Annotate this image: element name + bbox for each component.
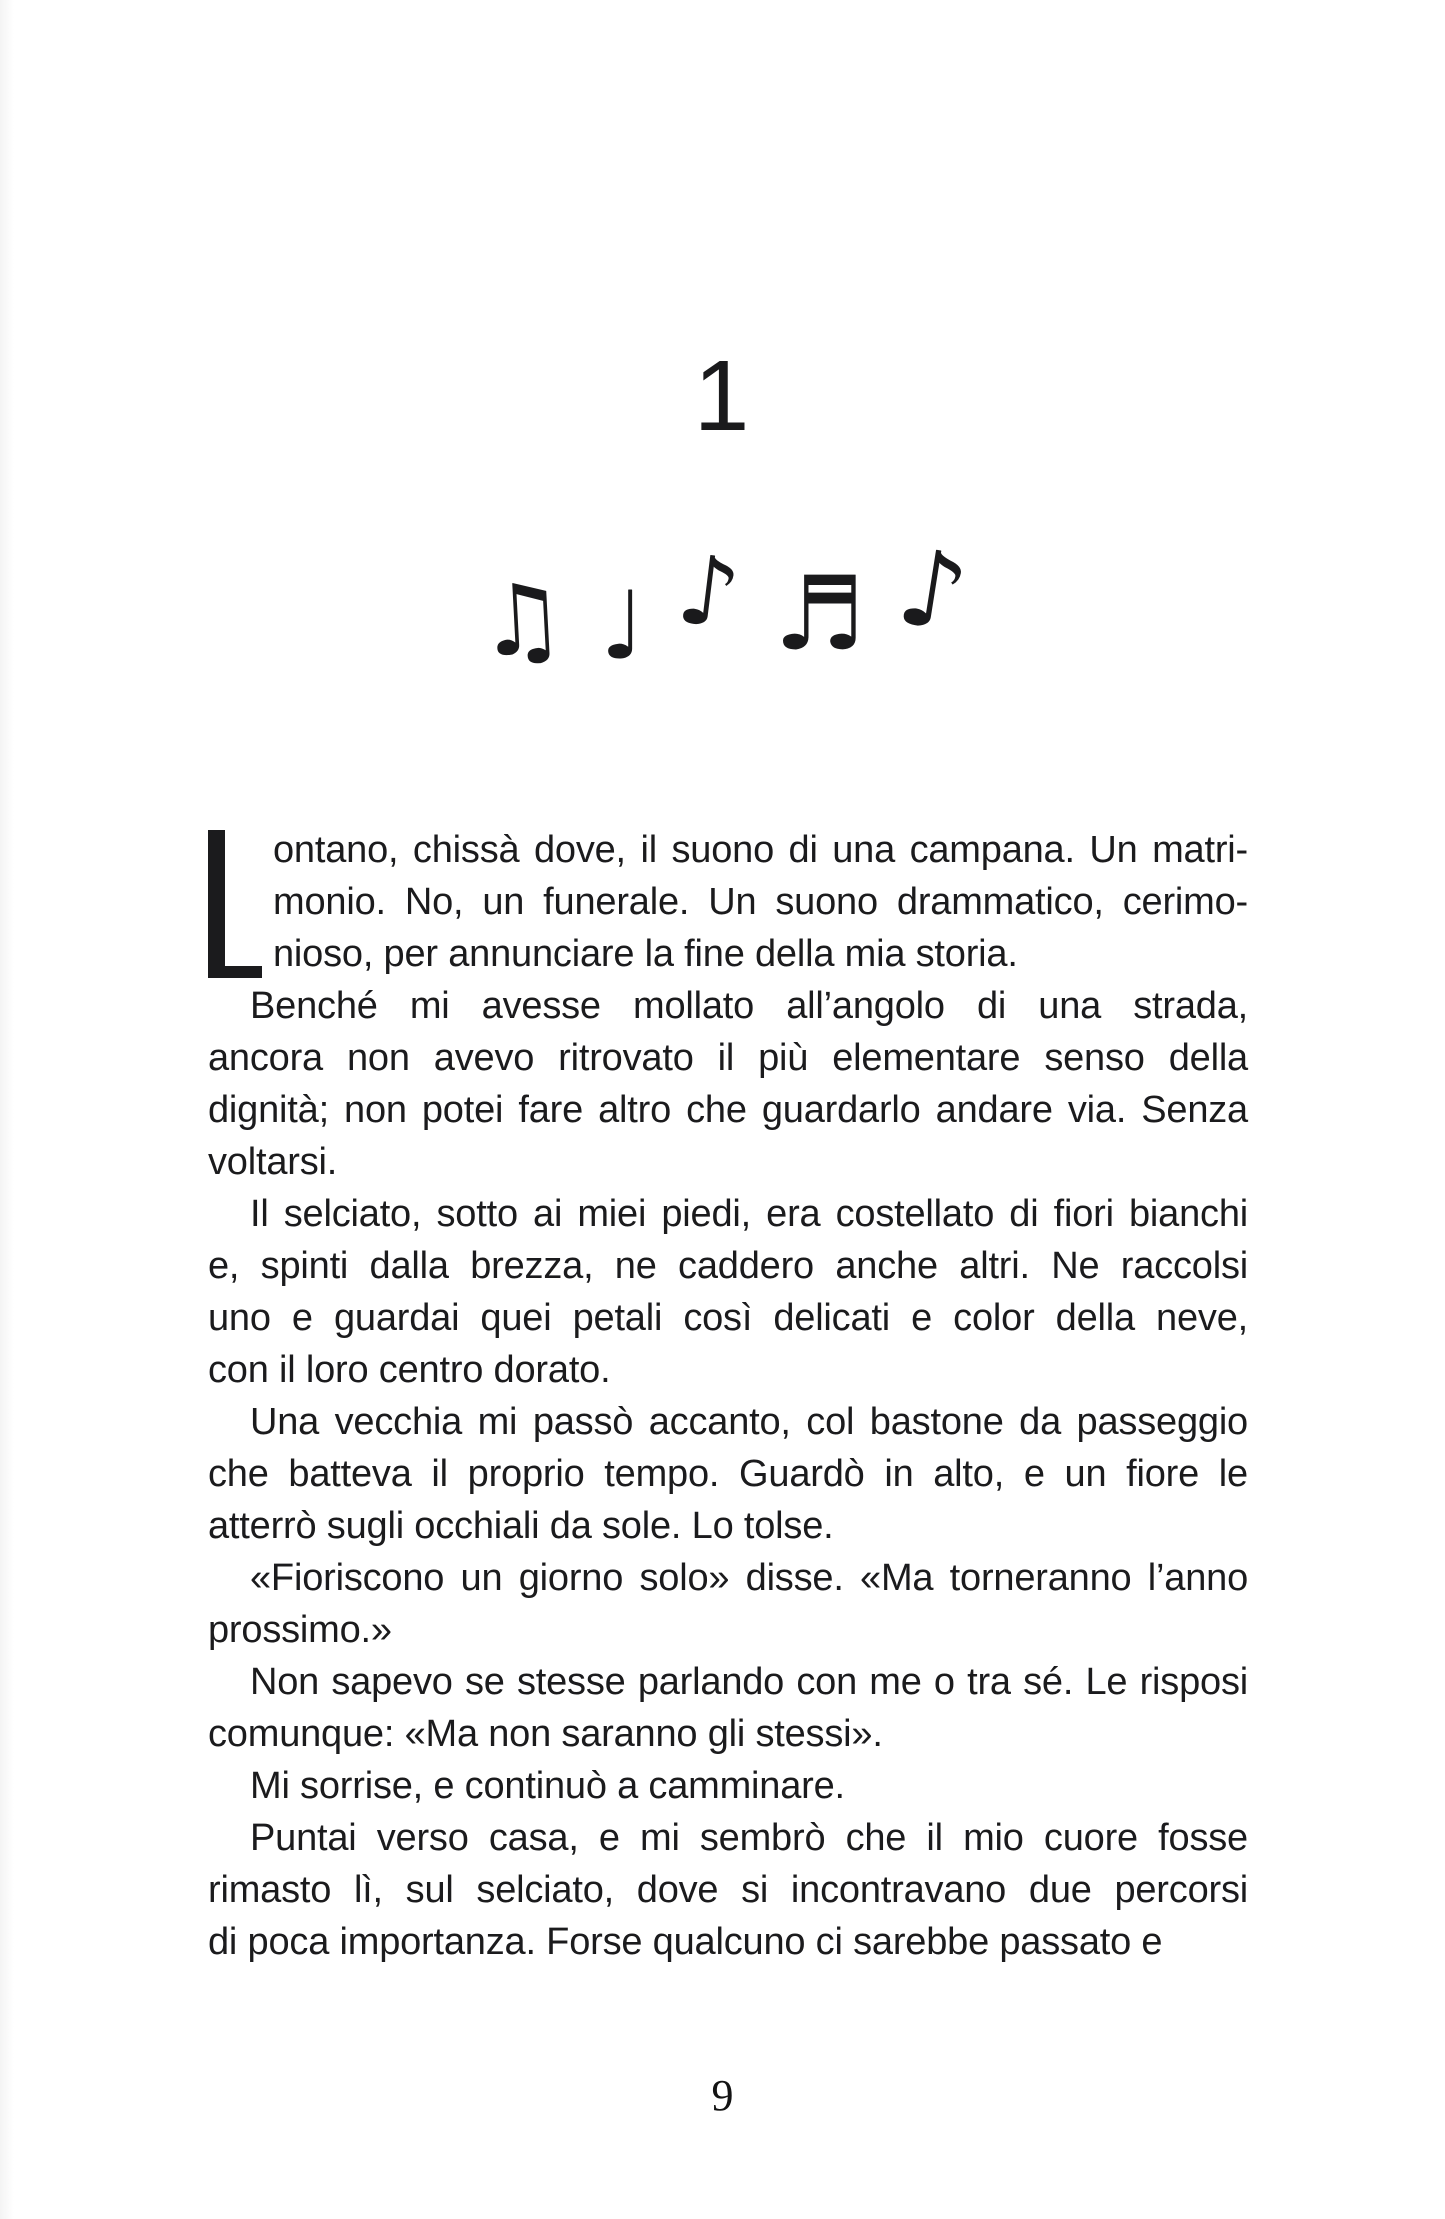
text-line: Una vecchia mi passò accanto, col bastone da passeggio	[250, 1401, 1248, 1443]
paragraph	[208, 1552, 1248, 1656]
beamed-sixteenth-notes-icon: ♬	[773, 555, 866, 674]
text-line: atterrò sugli occhiali da sole. Lo tolse.	[208, 1505, 834, 1547]
paragraph	[208, 824, 1248, 980]
text-line: prossimo.»	[208, 1609, 392, 1651]
paragraph	[208, 1812, 1248, 1968]
text-line: e, spinti dalla brezza, ne caddero anche altri. Ne raccolsi	[208, 1245, 1248, 1287]
eighth-note-icon: ♪	[671, 532, 747, 652]
text-line: dignità; non potei fare altro che guardarlo andare via. Senza	[208, 1089, 1248, 1131]
beamed-eighth-notes-icon: ♫	[475, 561, 569, 681]
text-line: ontano, chissà dove, il suono di una campana. Un matri-	[273, 829, 1248, 871]
text-line: monio. No, un funerale. Un suono drammatico, cerimo-	[273, 881, 1248, 923]
text-line: che batteva il proprio tempo. Guardò in alto, e un fiore le	[208, 1453, 1248, 1495]
page-number: 9	[711, 2071, 734, 2120]
paragraph	[208, 1656, 1248, 1760]
quarter-note-icon: ♩	[600, 572, 645, 681]
drop-cap-letter	[208, 830, 262, 978]
text-line: rimasto lì, sul selciato, dove si incontravano due percorsi	[208, 1869, 1248, 1911]
chapter-number: 1	[693, 340, 752, 452]
paragraph	[208, 1396, 1248, 1552]
text-line: «Fioriscono un giorno solo» disse. «Ma torneranno l’anno	[250, 1557, 1248, 1599]
text-line: ancora non avevo ritrovato il più elementare senso della	[208, 1037, 1248, 1079]
text-line: Mi sorrise, e continuò a camminare.	[250, 1765, 845, 1807]
text-line: voltarsi.	[208, 1141, 338, 1183]
text-line: Non sapevo se stesse parlando con me o tra sé. Le risposi	[250, 1661, 1248, 1703]
text-line: di poca importanza. Forse qualcuno ci sarebbe passato e	[208, 1921, 1163, 1963]
text-line: Il selciato, sotto ai miei piedi, era costellato di fiori bianchi	[250, 1193, 1248, 1235]
body-text	[208, 824, 1248, 1968]
text-line: Benché mi avesse mollato all’angolo di una strada,	[250, 985, 1248, 1027]
text-line: nioso, per annunciare la fine della mia storia.	[273, 933, 1018, 975]
paragraph	[208, 1760, 1248, 1812]
text-line: Puntai verso casa, e mi sembrò che il mio cuore fosse	[250, 1817, 1248, 1859]
music-notes-ornament	[0, 524, 1445, 681]
sixteenth-note-icon: ♪	[889, 524, 977, 657]
paragraph	[208, 1188, 1248, 1396]
paragraph	[208, 980, 1248, 1188]
text-line: con il loro centro dorato.	[208, 1349, 611, 1391]
text-line: uno e guardai quei petali così delicati e color della neve,	[208, 1297, 1248, 1339]
text-line: comunque: «Ma non saranno gli stessi».	[208, 1713, 883, 1755]
